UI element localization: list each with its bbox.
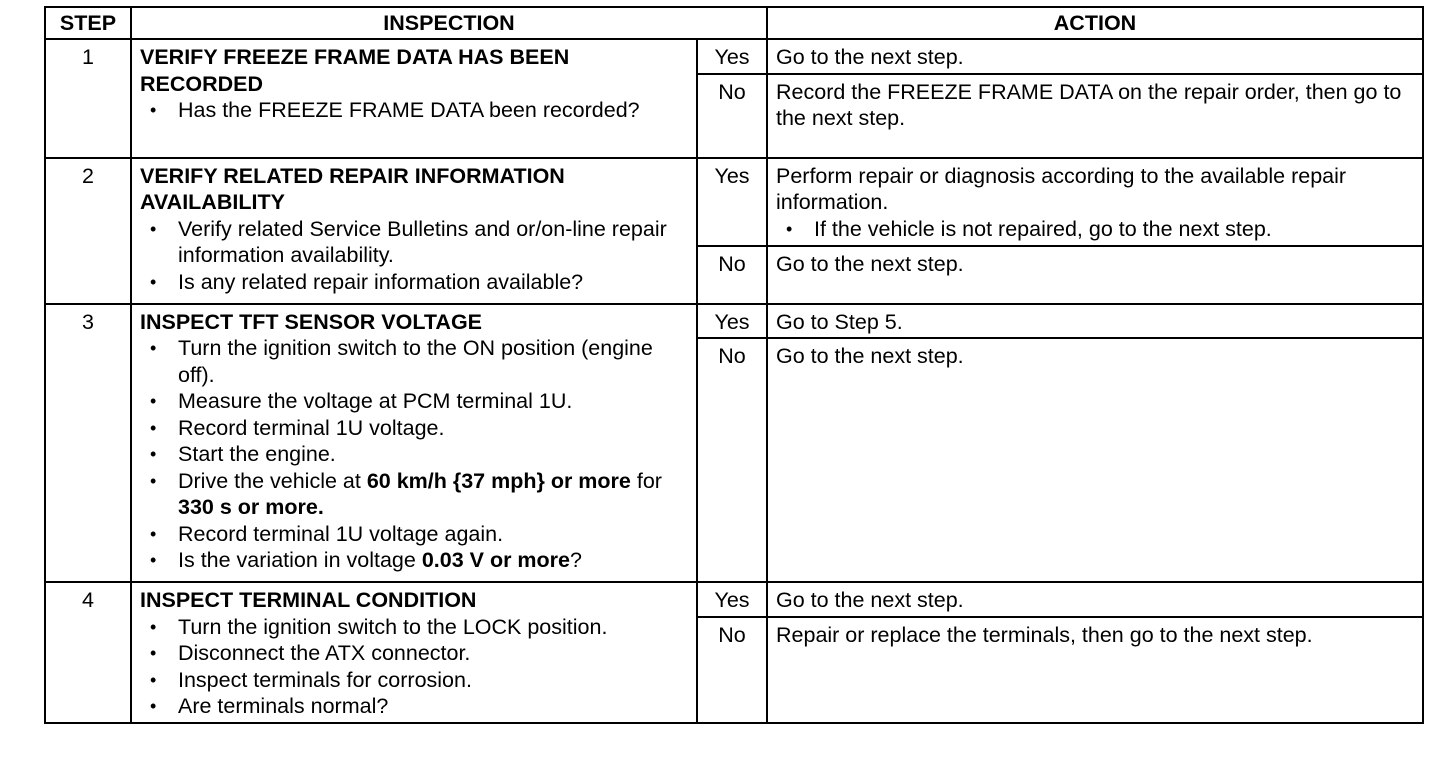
yes-action: Perform repair or diagnosis according to the available repair information. — [776, 163, 1347, 214]
variation-text-c: ? — [570, 548, 582, 572]
table-header-row — [45, 7, 1423, 39]
inspection-cell — [131, 39, 697, 158]
no-label: No — [697, 617, 767, 723]
inspection-title: INSPECT TERMINAL CONDITION — [140, 588, 477, 612]
yes-label: Yes — [697, 39, 767, 74]
drive-text-c: for — [630, 468, 662, 493]
header-inspection: INSPECTION — [131, 7, 767, 39]
step-number: 3 — [45, 304, 131, 583]
inspection-list — [140, 216, 688, 296]
step-number: 4 — [45, 582, 131, 723]
step-number: 1 — [45, 39, 131, 158]
list-item: • Inspect terminals for corrosion. — [178, 667, 688, 694]
list-item: • Has the FREEZE FRAME DATA been recorded? — [178, 97, 688, 124]
no-action: Repair or replace the terminals, then go to the next step. — [767, 617, 1423, 723]
list-item: • Verify related Service Bulletins and or/on-line repair information availability. — [178, 216, 688, 269]
list-item-drive — [178, 468, 688, 521]
table-row — [45, 304, 1423, 339]
list-item: • Are terminals normal? — [178, 693, 688, 720]
inspection-title: INSPECT TFT SENSOR VOLTAGE — [140, 309, 483, 334]
list-item: • Is any related repair information available? — [178, 269, 688, 296]
list-item: • If the vehicle is not repaired, go to the next step. — [814, 216, 1414, 243]
list-item: • Disconnect the ATX connector. — [178, 640, 688, 667]
no-action: Go to the next step. — [767, 246, 1423, 304]
table-row — [45, 582, 1423, 617]
yes-label: Yes — [697, 304, 767, 339]
table-row — [45, 39, 1423, 74]
yes-action: Go to Step 5. — [767, 304, 1423, 339]
variation-text-a: Is the variation in voltage — [178, 548, 422, 572]
no-label: No — [697, 74, 767, 158]
list-item: • Measure the voltage at PCM terminal 1U. — [178, 388, 688, 415]
no-action: Go to the next step. — [767, 338, 1423, 582]
list-item-variation — [178, 547, 688, 574]
list-item: • Turn the ignition switch to the LOCK position. — [178, 614, 688, 641]
inspection-cell — [131, 304, 697, 583]
inspection-list — [140, 614, 688, 720]
yes-label: Yes — [697, 158, 767, 246]
variation-value: 0.03 V or more — [421, 548, 570, 572]
header-step: STEP — [45, 7, 131, 39]
drive-speed: 60 km/h {37 mph} or more — [366, 468, 631, 493]
step-number: 2 — [45, 158, 131, 304]
inspection-list — [140, 97, 688, 124]
yes-action: Go to the next step. — [767, 39, 1423, 74]
inspection-title: VERIFY FREEZE FRAME DATA HAS BEEN RECORDED — [140, 45, 570, 96]
no-label: No — [697, 338, 767, 582]
inspection-cell — [131, 582, 697, 723]
no-label: No — [697, 246, 767, 304]
header-action: ACTION — [767, 7, 1423, 39]
inspection-list — [140, 335, 688, 574]
yes-action-sublist — [776, 216, 1414, 243]
yes-action-cell — [767, 158, 1423, 246]
yes-action: Go to the next step. — [767, 582, 1423, 617]
list-item: • Record terminal 1U voltage. — [178, 415, 688, 442]
no-action: Record the FREEZE FRAME DATA on the repair order, then go to the next step. — [767, 74, 1423, 158]
table-row — [45, 158, 1423, 246]
diagnostic-procedure-table — [44, 6, 1424, 724]
drive-duration: 330 s or more. — [178, 495, 324, 519]
inspection-title: VERIFY RELATED REPAIR INFORMATION AVAILABILITY — [140, 163, 565, 214]
inspection-cell — [131, 158, 697, 304]
list-item: • Start the engine. — [178, 441, 688, 468]
list-item: • Record terminal 1U voltage again. — [178, 521, 688, 548]
drive-text-a: Drive the vehicle at — [178, 468, 367, 493]
list-item: • Turn the ignition switch to the ON position (engine off). — [178, 335, 688, 388]
yes-label: Yes — [697, 582, 767, 617]
